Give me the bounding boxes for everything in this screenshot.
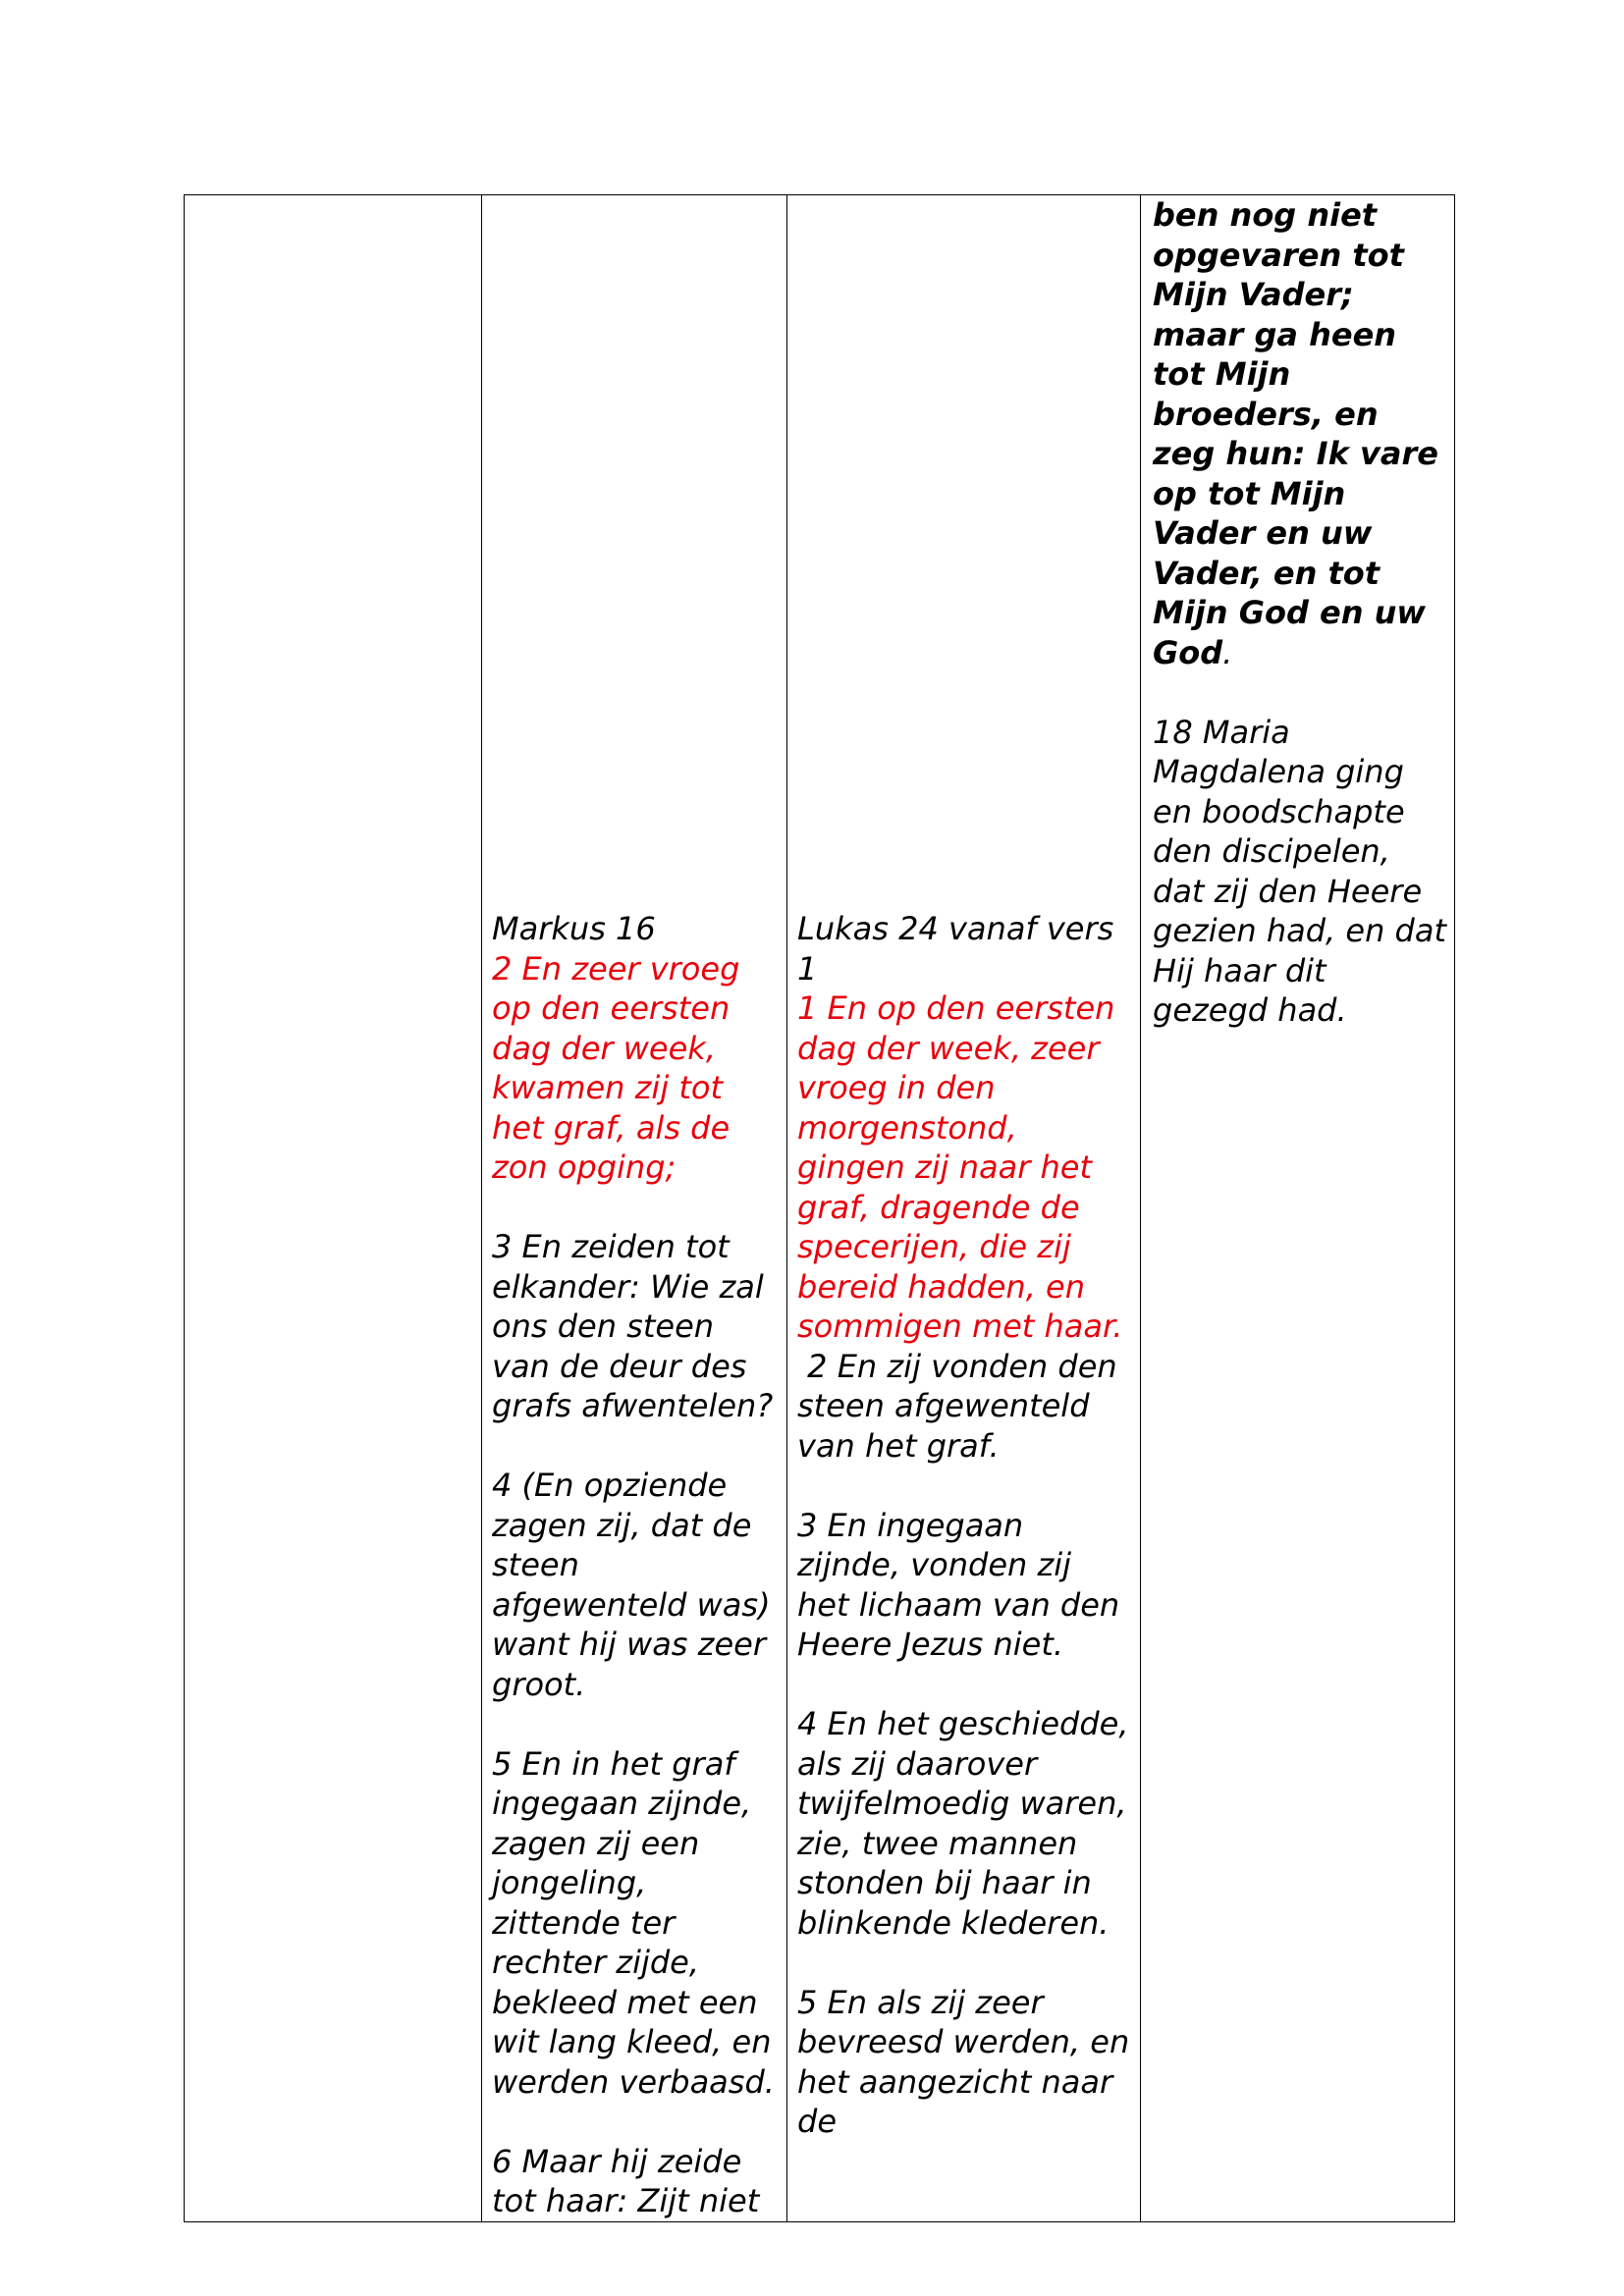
gospel-comparison-table	[184, 194, 1455, 2222]
johannes-cell	[1141, 195, 1455, 2222]
markus-heading: Markus 16	[492, 910, 656, 947]
markus-verse-2: 2 En zeer vroeg op den eersten dag der week, kwamen zij tot het graf, als de zon opging;	[492, 949, 740, 1186]
markus-verse-5: 5 En in het graf ingegaan zijnde, zagen zij een jongeling, zittende ter rechter zijde, bekleed met een wit lang kleed, en werden verbaasd.	[492, 1744, 775, 2101]
table-row	[185, 195, 1455, 2222]
lukas-heading: Lukas 24 vanaf vers 1	[797, 910, 1114, 988]
johannes-verse-18: 18 Maria Magdalena ging en boodschapte den discipelen, dat zij den Heere gezien had, en dat Hij haar dit gezegd had.	[1153, 713, 1446, 1029]
jesus-words-end: .	[1222, 633, 1233, 671]
markus-cell	[482, 195, 787, 2222]
markus-verse-4: 4 (En opziende zagen zij, dat de steen afgewenteld was) want hij was zeer groot.	[492, 1467, 771, 1703]
jesus-words	[1153, 195, 1448, 672]
empty-cell	[185, 195, 482, 2222]
lukas-cell	[787, 195, 1141, 2222]
lukas-verse-1: 1 En op den eersten dag der week, zeer vroeg in den morgenstond, gingen zij naar het graf, dragende de specerijen, die zij bereid hadden, en sommigen met haar.	[797, 989, 1123, 1345]
markus-verse-6: 6 Maar hij zeide tot haar: Zijt niet	[492, 2142, 760, 2219]
lukas-verse-4: 4 En het geschiedde, als zij daarover twijfelmoedig waren, zie, twee mannen stonden bij haar in blinkende klederen.	[797, 1705, 1129, 1942]
markus-verse-3: 3 En zeiden tot elkander: Wie zal ons den steen van de deur des grafs afwentelen?	[492, 1228, 774, 1424]
jesus-words-bold: ben nog niet opgevaren tot Mijn Vader; maar ga heen tot Mijn broeders, en zeg hun: Ik vare op tot Mijn Vader en uw Vader, en tot Mijn God en uw God	[1153, 196, 1438, 671]
lukas-verse-3: 3 En ingegaan zijnde, vonden zij het lichaam van den Heere Jezus niet.	[797, 1506, 1120, 1663]
lukas-verse-5: 5 En als zij zeer bevreesd werden, en het aangezicht naar de	[797, 1983, 1130, 2140]
lukas-verse-2: 2 En zij vonden den steen afgewenteld van het graf.	[797, 1347, 1127, 1465]
